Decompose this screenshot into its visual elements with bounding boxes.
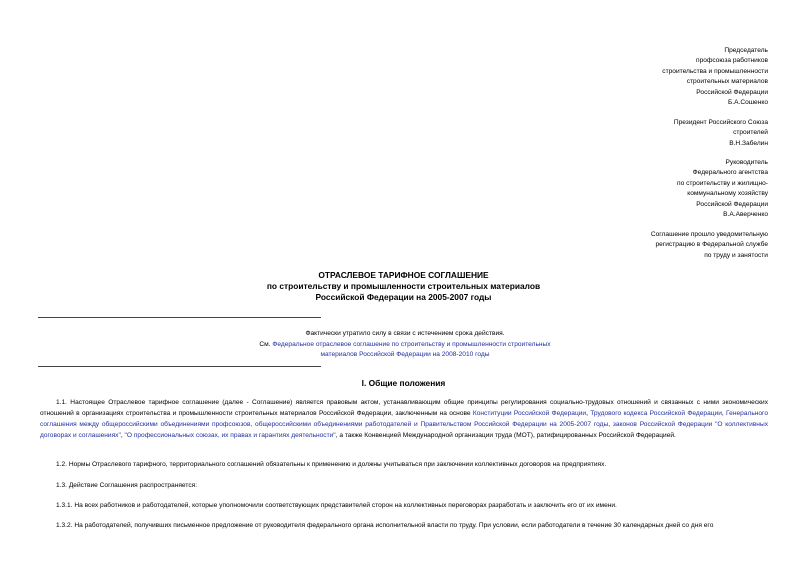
notice-text: Фактически утратило силу в связи с истечением срока действия. <box>305 330 505 337</box>
notice-prefix: См. <box>259 340 273 348</box>
signature-line: по строительству и жилищно- <box>677 179 768 187</box>
signature-line: В.А.Аверченко <box>723 211 768 219</box>
paragraph-1-3: 1.3. Действие Соглашения распространяется: <box>56 482 198 489</box>
title-line: ОТРАСЛЕВОЕ ТАРИФНОЕ СОГЛАШЕНИЕ <box>318 270 489 280</box>
divider-bottom <box>38 366 321 367</box>
paragraph-text: , <box>721 410 727 417</box>
document-title <box>0 270 807 303</box>
expiry-notice <box>250 329 560 361</box>
signature-line: профсоюза работников <box>696 57 768 65</box>
paragraph-1-3-2: 1.3.2. На работодателей, получивших письменное предложение от руководителя федерального органа исполнительной власти по труду. При условии, если работодатели в течение 30 календарных дней со дня его <box>56 522 714 529</box>
signature-line: регистрацию в Федеральной службе <box>655 241 768 249</box>
paragraph-text: 1.1. Настоящее Отраслевое тарифное соглашение (далее - Соглашение) является правовым актом, устанавливающим общие принципы регулирования социально-трудовых отношений и связанных с ними экономических отношений в организациях строительства и промышленности строительных материалов Российской Федерации, заключенным на основе <box>40 399 768 417</box>
paragraph-1-2: 1.2. Нормы Отраслевого тарифного, территориального соглашений обязательны к применению и должны учитываться при заключении коллективных договоров на предприятиях. <box>56 461 607 468</box>
general-agreement-link[interactable]: Генерального соглашения между общероссийскими объединениями профсоюзов, общероссийскими объединениями работодателей и Правительством Российской Федерации на 2005-2007 годы <box>40 410 768 428</box>
signature-line: по труду и занятости <box>704 251 768 259</box>
signature-line: В.Н.Забелин <box>729 139 768 147</box>
signature-line: Федерального агентства <box>692 169 768 177</box>
signature-line: Президент Российского Союза <box>673 119 768 126</box>
signature-line: строителей <box>733 129 768 137</box>
signature-line: Российской Федерации <box>696 200 768 208</box>
trade-unions-law-link[interactable]: "О профессиональных союзах, их правах и гарантиях деятельности" <box>124 432 336 439</box>
signature-line: Руководитель <box>725 159 768 166</box>
signature-block-builders-union <box>674 118 768 149</box>
divider-top <box>38 317 321 318</box>
replacement-agreement-link[interactable]: Федеральное отраслевое соглашение по строительству и промышленности строительных материалов Российской Федерации на 2008-2010 годы <box>272 340 551 358</box>
collective-agreements-law-link[interactable]: законов Российской Федерации "О коллективных договорах и соглашениях" <box>40 421 768 439</box>
paragraph-1-1 <box>40 397 768 441</box>
notice-reference <box>250 340 560 361</box>
paragraph-text: , <box>586 410 591 417</box>
paragraph-text: , <box>608 421 613 428</box>
paragraph-text: , <box>120 432 125 439</box>
signature-line: строительства и промышленности <box>662 67 768 75</box>
signature-line: Соглашение прошло уведомительную <box>650 231 768 238</box>
paragraph-text: , а также Конвенцией Международной организации труда (МОТ), ратифицированных Российской Федерацией. <box>335 432 676 439</box>
constitution-link[interactable]: Конституции Российской Федерации <box>472 410 587 417</box>
section-heading: I. Общие положения <box>361 378 446 388</box>
signature-line: строительных материалов <box>686 78 768 86</box>
signature-line: Председатель <box>724 47 768 54</box>
labor-code-link[interactable]: Трудового кодекса Российской Федерации <box>590 410 722 417</box>
title-line: Российской Федерации на 2005-2007 годы <box>315 292 492 302</box>
signature-line: коммунальному хозяйству <box>687 190 768 198</box>
signature-line: Б.А.Сошенко <box>727 99 768 107</box>
signature-block-union <box>662 46 768 108</box>
paragraph-1-3-1: 1.3.1. На всех работников и работодателей, которые уполномочили соответствующих представителей сторон на коллективных переговорах разработать и заключить его от их имени. <box>56 502 617 509</box>
registration-note <box>651 230 768 261</box>
title-line: по строительству и промышленности строительных материалов <box>266 281 541 291</box>
signature-line: Российской Федерации <box>696 88 768 96</box>
signature-block-agency <box>677 158 768 220</box>
